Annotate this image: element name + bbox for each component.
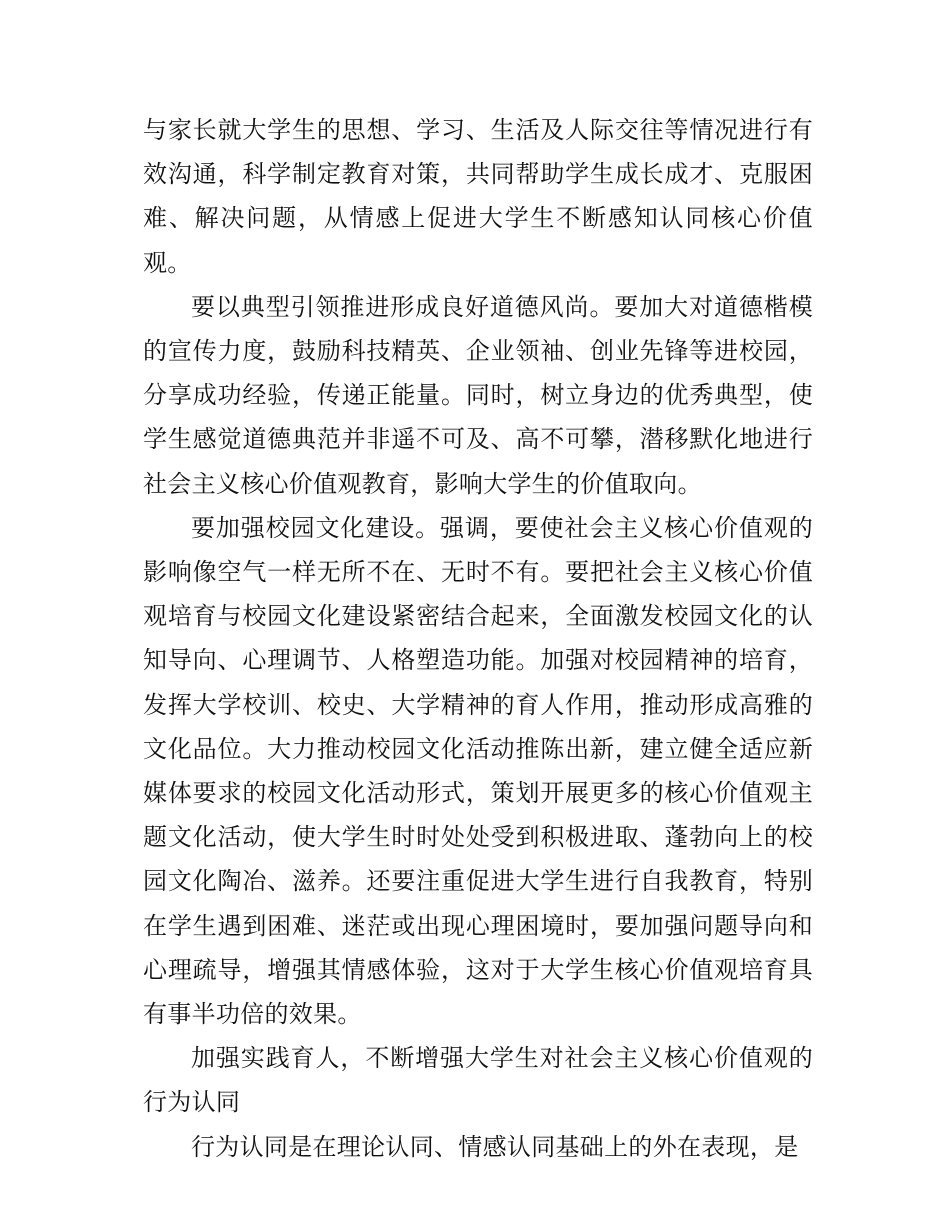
paragraph-continuation: 与家长就大学生的思想、学习、生活及人际交往等情况进行有效沟通，科学制定教育对策，共同帮助学生成长成才、克服困难、解决问题，从情感上促进大学生不断感知认同核心价值观。 — [143, 116, 813, 277]
section-heading-practice: 加强实践育人，不断增强大学生对社会主义核心价值观的行为认同 — [143, 1044, 813, 1117]
paragraph-moral-models: 要以典型引领推进形成良好道德风尚。要加大对道德楷模的宣传力度，鼓励科技精英、企业领袖、创业先锋等进校园，分享成功经验，传递正能量。同时，树立身边的优秀典型，使学生感觉道德典范并非遥不可及、高不可攀，潜移默化地进行社会主义核心价值观教育，影响大学生的价值取向。 — [143, 292, 813, 498]
document-page — [143, 108, 813, 1169]
paragraph-campus-culture: 要加强校园文化建设。强调，要使社会主义核心价值观的影响像空气一样无所不在、无时不有。要把社会主义核心价值观培育与校园文化建设紧密结合起来，全面激发校园文化的认知导向、心理调节、人格塑造功能。加强对校园精神的培育，发挥大学校训、校史、大学精神的育人作用，推动形成高雅的文化品位。大力推动校园文化活动推陈出新，建立健全适应新媒体要求的校园文化活动形式，策划开展更多的核心价值观主题文化活动，使大学生时时处处受到积极进取、蓬勃向上的校园文化陶冶、滋养。还要注重促进大学生进行自我教育，特别在学生遇到困难、迷茫或出现心理困境时，要加强问题导向和心理疏导，增强其情感体验，这对于大学生核心价值观培育具有事半功倍的效果。 — [143, 513, 813, 1029]
paragraph-behavior-identity: 行为认同是在理论认同、情感认同基础上的外在表现，是 — [191, 1132, 799, 1161]
